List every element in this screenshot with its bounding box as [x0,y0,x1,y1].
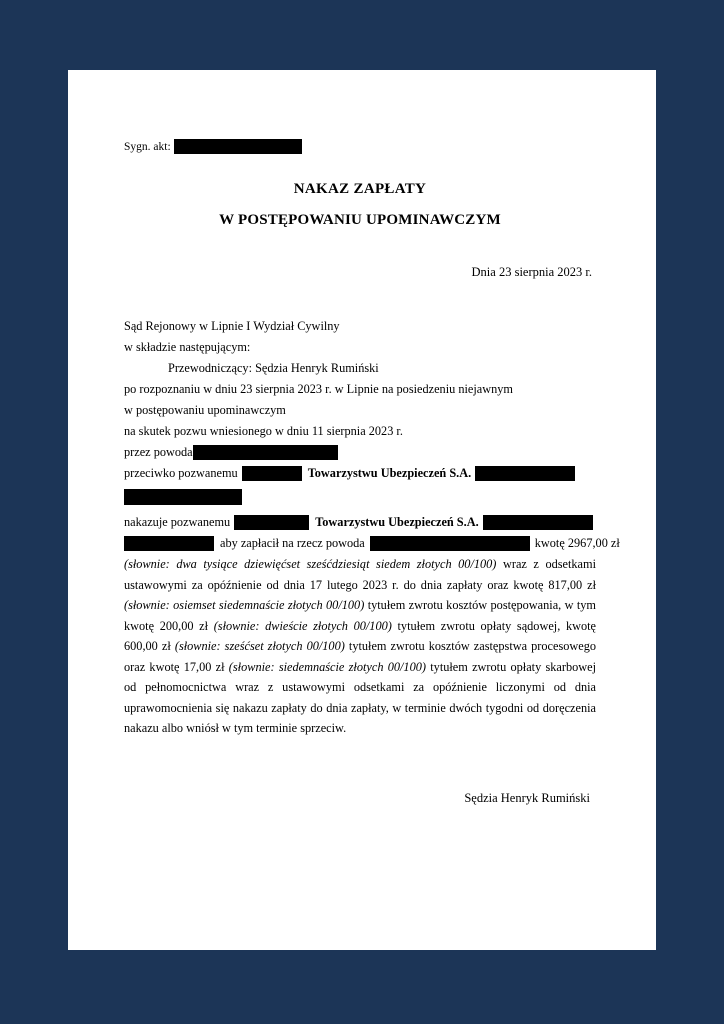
defendant-line [124,463,596,484]
redaction-order-prefix [234,515,309,530]
redaction-order-address [124,536,214,551]
redaction-defendant-suffix [475,466,575,481]
stamp-duty-in-words: (słownie: siedemnaście złotych 00/100) [228,659,426,674]
lawsuit-line: na skutek pozwu wniesionego w dniu 11 sierpnia 2023 r. [124,424,403,438]
redaction-defendant-prefix [242,466,302,481]
court-fee-in-words: (słownie: dwieście złotych 00/100) [213,618,392,633]
composition-line: w składzie następującym: [124,340,251,354]
representation-in-words: (słownie: sześćset złotych 00/100) [174,639,345,653]
plaintiff-label: przez powoda [124,445,193,459]
redaction-block-row [124,489,596,505]
order-pay-text: aby zapłacił na rzecz powoda [220,536,365,550]
redaction-case-number [174,139,302,154]
document-page [68,70,656,950]
redaction-order-suffix [483,515,593,530]
amount-in-words: (słownie: dwa tysiące dziewięćset sześćdziesiąt siedem złotych 00/100) [124,557,497,571]
redaction-plaintiff-full [370,536,530,551]
redaction-defendant-address [124,489,242,505]
case-number-label: Sygn. akt: [124,141,171,154]
order-defendant-name: Towarzystwu Ubezpieczeń S.A. [315,515,479,529]
plaintiff-line [124,442,596,463]
interest-text: wraz z odsetkami ustawowymi za opóźnienie od dnia 17 lutego 2023 r. do dnia zapłaty oraz kwotę 817,00 zł [124,557,596,592]
defendant-name: Towarzystwu Ubezpieczeń S.A. [307,466,472,480]
chairman-line: Przewodniczący: Sędzia Henryk Rumiński [168,361,379,375]
signature-line: Sędzia Henryk Rumiński [464,790,590,805]
page-title: NAKAZ ZAPŁATY [293,181,427,197]
case-number-row [124,140,596,155]
order-body-paragraph [124,554,596,739]
hearing-line: po rozpoznaniu w dniu 23 sierpnia 2023 r. w Lipnie na posiedzeniu niejawnym [124,382,513,396]
order-label: nakazuje pozwanemu [124,515,231,529]
redaction-plaintiff-name [193,445,338,460]
court-fee-text: tytułem zwrotu opłaty sądowej, kwotę 600,00 zł [124,618,596,653]
costs-in-words: (słownie: osiemset siedemnaście złotych 00/100) [124,598,365,612]
amount-text: kwotę 2967,00 zł [534,536,620,550]
page-subtitle: W POSTĘPOWANIU UPOMINAWCZYM [219,212,501,228]
order-line [124,512,596,533]
stamp-duty-text: tytułem zwrotu opłaty skarbowej od pełnomocnictwa wraz z ustawowymi odsetkami za opóźnienie liczonymi od dnia uprawomocnienia się nakazu zapłaty do dnia zapłaty, w terminie dwóch tygodni od doręczenia nakazu albo wniósł w tym terminie sprzeciw. [124,659,597,735]
defendant-label: przeciwko pozwanemu [124,466,238,480]
document-date: Dnia 23 sierpnia 2023 r. [471,265,592,279]
court-line: Sąd Rejonowy w Lipnie I Wydział Cywilny [124,319,340,333]
document-content [124,140,620,806]
representation-text: tytułem zwrotu kosztów zastępstwa procesowego oraz kwotę 17,00 zł [124,639,597,674]
procedure-line: w postępowaniu upominawczym [124,403,286,417]
order-pay-line [124,533,620,554]
costs-text: tytułem zwrotu kosztów postępowania, w tym kwotę 200,00 zł [124,598,596,633]
